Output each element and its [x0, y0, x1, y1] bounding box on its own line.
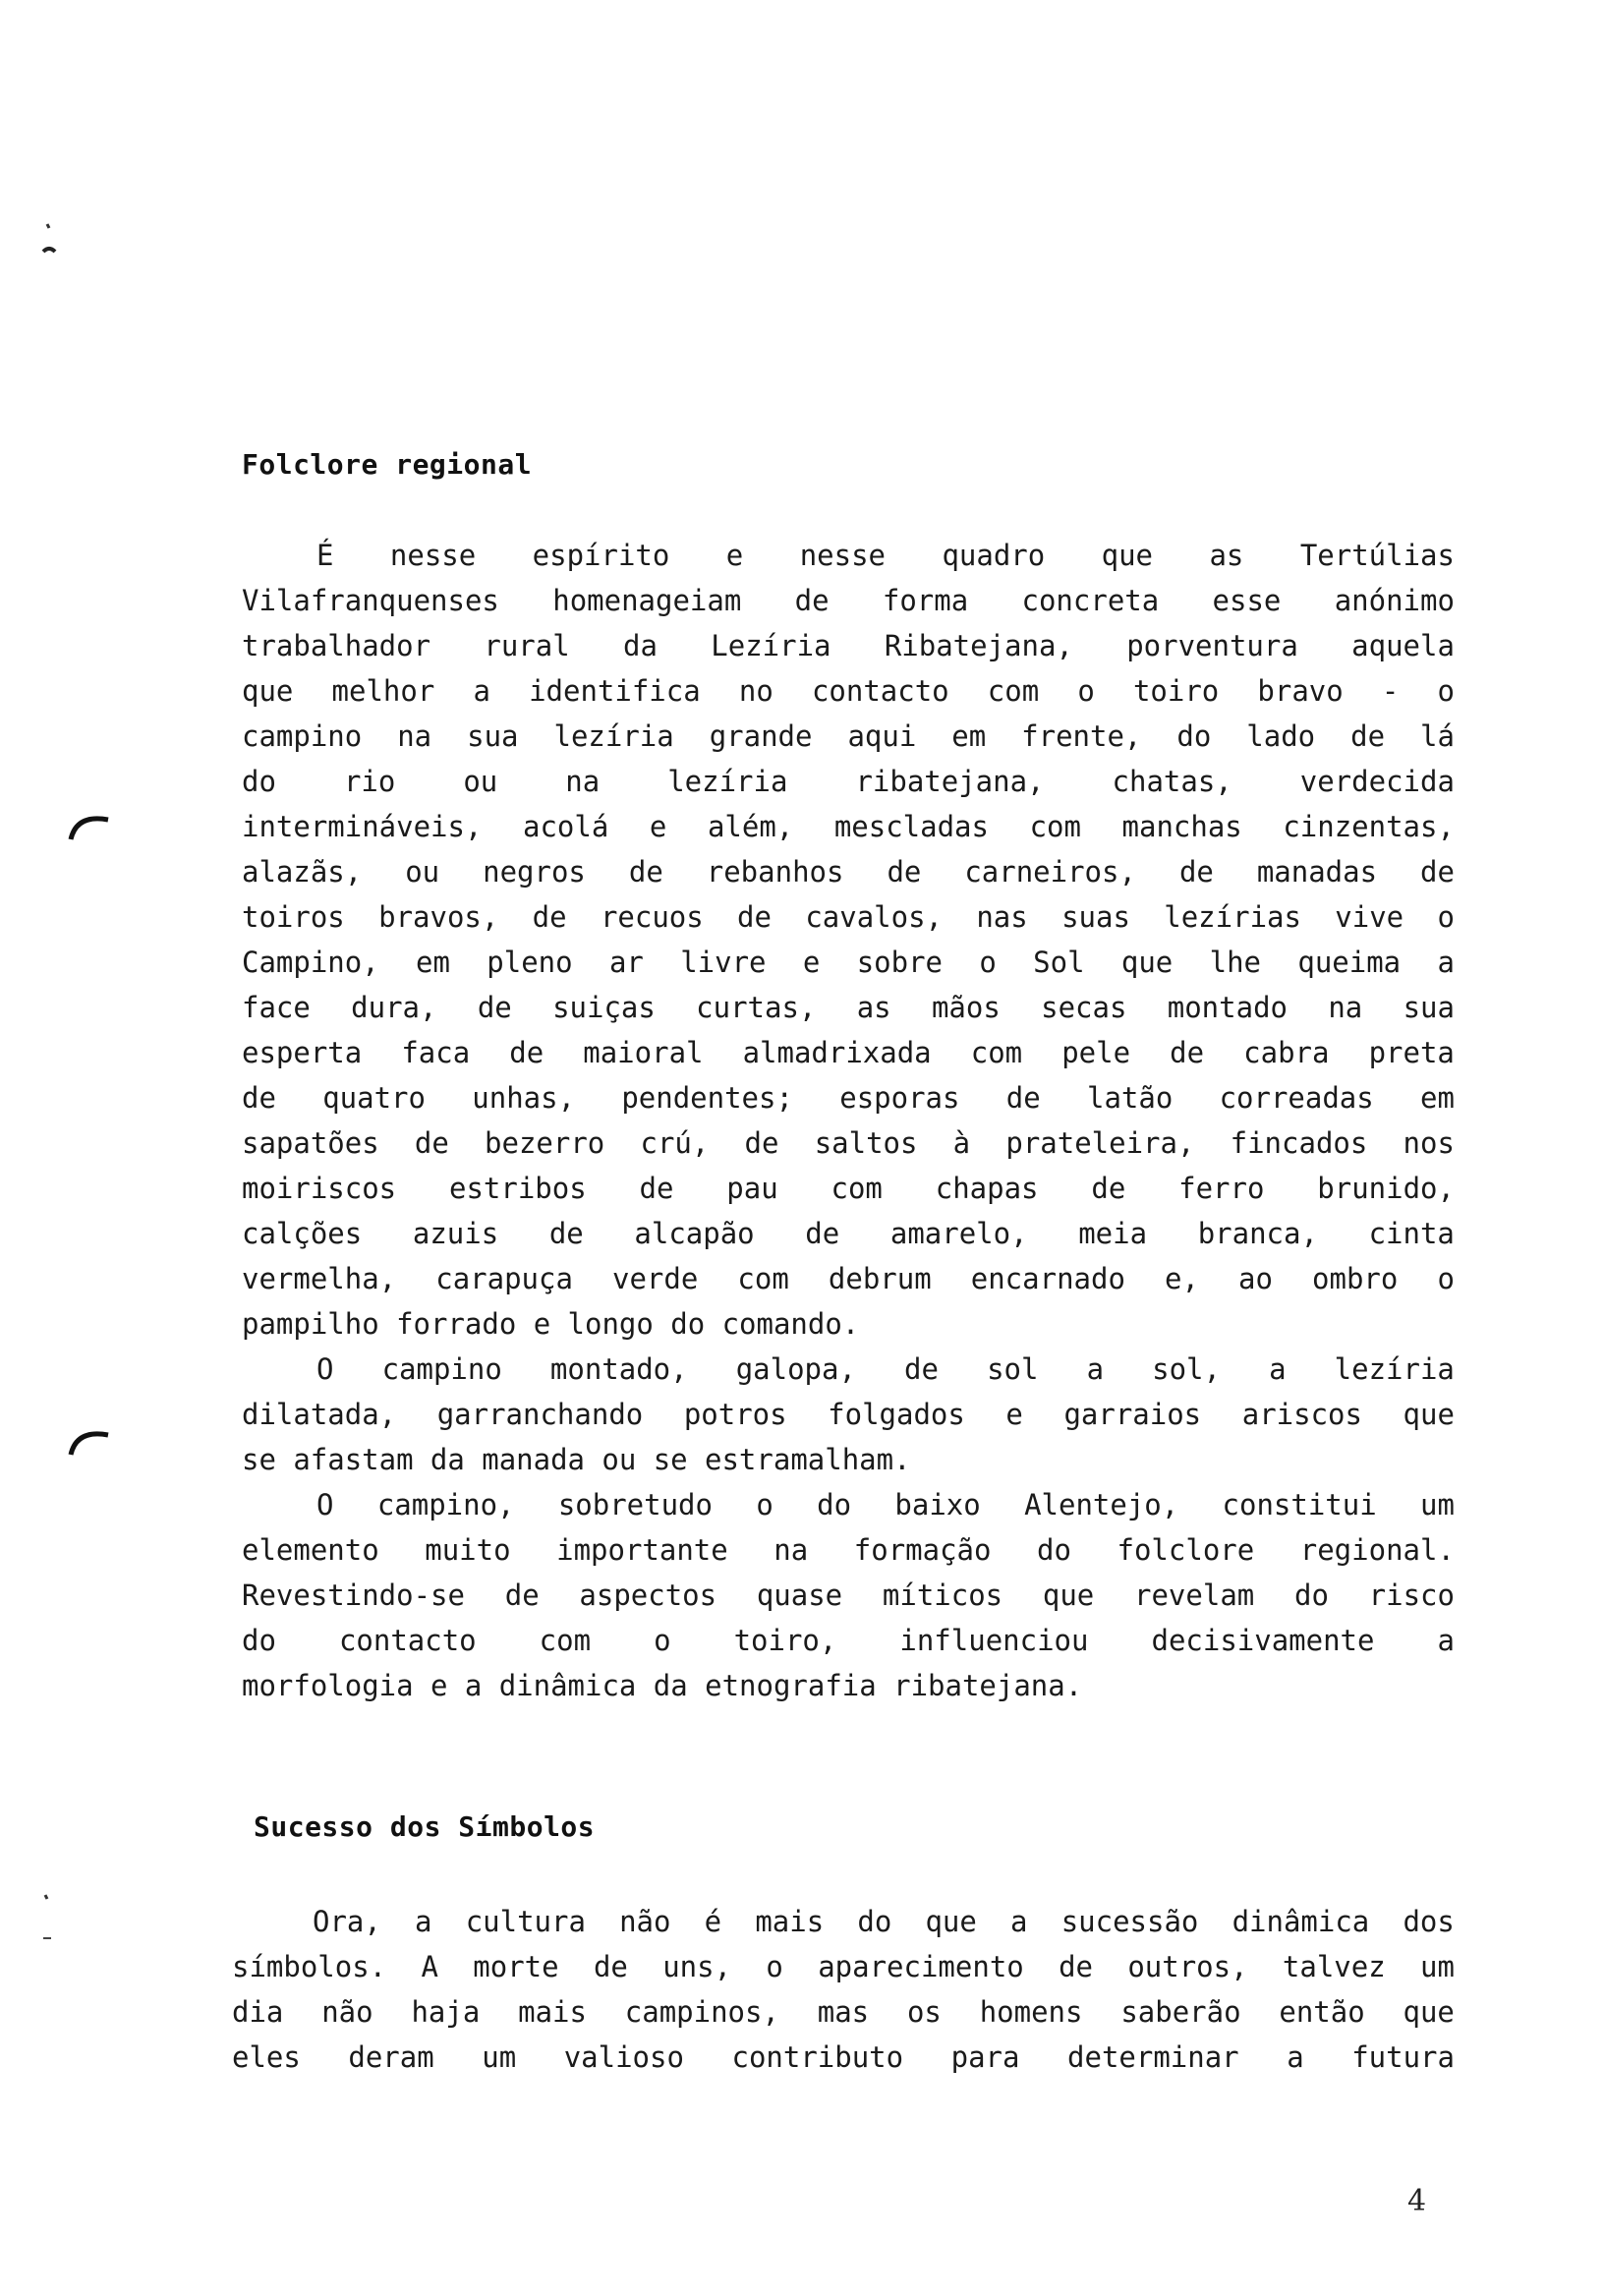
paragraph-line: trabalhador rural da Lezíria Ribatejana, porventura aquela: [242, 629, 1455, 662]
paragraph-line: toiros bravos, de recuos de cavalos, nas suas lezírias vive o: [242, 900, 1455, 934]
section-heading: Folclore regional: [242, 448, 533, 481]
section-heading: Sucesso dos Símbolos: [254, 1810, 596, 1843]
paragraph-line: símbolos. A morte de uns, o aparecimento de outros, talvez um: [232, 1950, 1455, 1983]
scan-mark: [39, 1889, 59, 1948]
paragraph-line: de quatro unhas, pendentes; esporas de latão correadas em: [242, 1081, 1455, 1115]
paragraph-line: Ora, a cultura não é mais do que a sucessão dinâmica dos: [313, 1905, 1455, 1938]
paragraph-line: morfologia e a dinâmica da etnografia ribatejana.: [242, 1669, 1083, 1702]
paragraph-line: face dura, de suiças curtas, as mãos secas montado na sua: [242, 991, 1455, 1024]
paragraph-line: dia não haja mais campinos, mas os homens saberão então que: [232, 1995, 1455, 2029]
binder-hole-mark: [65, 808, 114, 843]
paragraph-line: do contacto com o toiro, influenciou decisivamente a: [242, 1624, 1455, 1657]
paragraph-line: intermináveis, acolá e além, mescladas com manchas cinzentas,: [242, 810, 1455, 843]
paragraph-line: sapatões de bezerro crú, de saltos à prateleira, fincados nos: [242, 1126, 1455, 1160]
paragraph-line: campino na sua lezíria grande aqui em frente, do lado de lá: [242, 719, 1455, 753]
paragraph-line: pampilho forrado e longo do comando.: [242, 1307, 860, 1341]
paragraph-line: que melhor a identifica no contacto com o toiro bravo - o: [242, 674, 1455, 708]
paragraph-line: É nesse espírito e nesse quadro que as Tertúlias: [316, 539, 1455, 572]
paragraph-line: elemento muito importante na formação do folclore regional.: [242, 1533, 1455, 1567]
paragraph-line: do rio ou na lezíria ribatejana, chatas, verdecida: [242, 765, 1455, 798]
paragraph-line: Revestindo-se de aspectos quase míticos que revelam do risco: [242, 1578, 1455, 1612]
paragraph-line: calções azuis de alcapão de amarelo, meia branca, cinta: [242, 1217, 1455, 1250]
paragraph-line: vermelha, carapuça verde com debrum encarnado e, ao ombro o: [242, 1262, 1455, 1295]
binder-hole-mark: [65, 1423, 114, 1459]
paragraph-line: Campino, em pleno ar livre e sobre o Sol que lhe queima a: [242, 946, 1455, 979]
scan-mark: [39, 216, 59, 265]
paragraph-line: alazãs, ou negros de rebanhos de carneiros, de manadas de: [242, 855, 1455, 889]
paragraph-line: dilatada, garranchando potros folgados e garraios ariscos que: [242, 1398, 1455, 1431]
paragraph-line: esperta faca de maioral almadrixada com pele de cabra preta: [242, 1036, 1455, 1069]
page-number: 4: [1407, 2184, 1427, 2218]
paragraph-line: moiriscos estribos de pau com chapas de ferro brunido,: [242, 1172, 1455, 1205]
paragraph-line: eles deram um valioso contributo para determinar a futura: [232, 2040, 1455, 2074]
paragraph-line: O campino montado, galopa, de sol a sol, a lezíria: [316, 1352, 1455, 1386]
paragraph-line: se afastam da manada ou se estramalham.: [242, 1443, 911, 1476]
paragraph-line: Vilafranquenses homenageiam de forma concreta esse anónimo: [242, 584, 1455, 617]
paragraph-line: O campino, sobretudo o do baixo Alentejo, constitui um: [316, 1488, 1455, 1521]
